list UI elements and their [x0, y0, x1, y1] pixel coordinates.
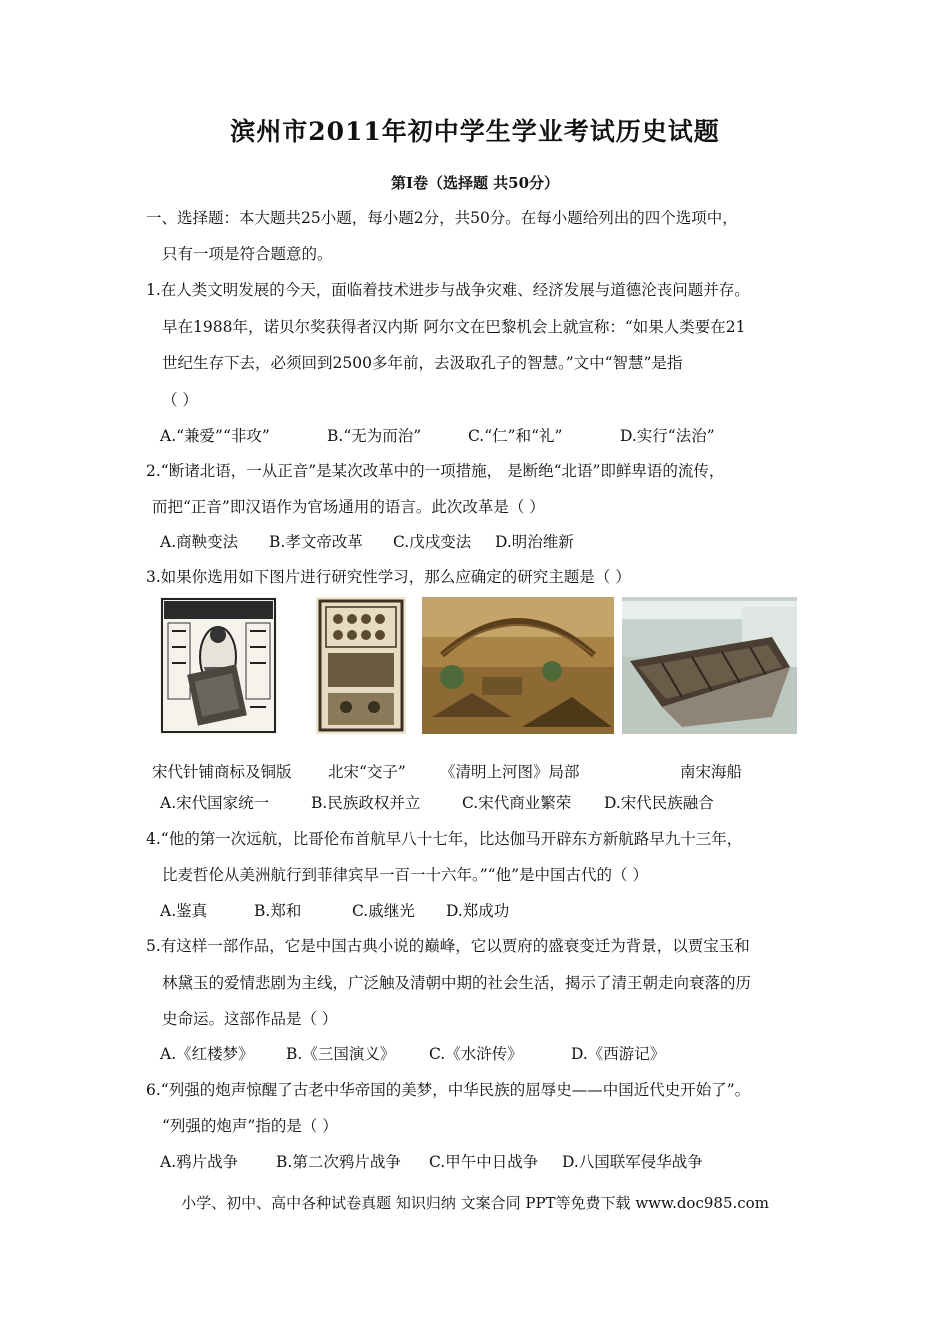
- q3-option-b: B.民族政权并立: [311, 794, 421, 812]
- q5-option-b: B.《三国演义》: [286, 1045, 396, 1063]
- q1-option-c: C.“仁”和“礼”: [468, 427, 563, 445]
- q6-stem-line-2: “列强的炮声”指的是（ ）: [162, 1117, 338, 1135]
- q5-stem-line-1: 5.有这样一部作品，它是中国古典小说的巅峰，它以贾府的盛衰变迁为背景，以贾宝玉和: [146, 937, 750, 955]
- q4-stem-line-1: 4.“他的第一次远航，比哥伦布首航早八十七年，比达伽马开辟东方新航路早九十三年，: [146, 830, 743, 848]
- q2-option-b: B.孝文帝改革: [269, 533, 363, 551]
- q4-option-d: D.郑成功: [446, 902, 510, 920]
- q6-option-b: B.第二次鸦片战争: [276, 1153, 401, 1171]
- jiaozi-paper-money-image: [316, 597, 406, 734]
- q3-caption-4: 南宋海船: [680, 763, 743, 781]
- instructions-line-2: 只有一项是符合题意的。: [162, 245, 333, 263]
- q1-option-b: B.“无为而治”: [327, 427, 422, 445]
- footer-note: 小学、初中、高中各种试卷真题 知识归纳 文案合同 PPT等免费下载 www.doc985.com: [181, 1194, 769, 1212]
- q2-option-a: A.商鞅变法: [160, 533, 239, 551]
- q3-option-a: A.宋代国家统一: [160, 794, 270, 812]
- q1-stem-line-2: 早在1988年，诺贝尔奖获得者汉内斯 阿尔文在巴黎机会上就宣称：“如果人类要在21: [162, 318, 746, 336]
- q2-option-d: D.明治维新: [495, 533, 574, 551]
- q2-stem-line-1: 2.“断诸北语，一从正音”是某次改革中的一项措施， 是断绝“北语”即鲜卑语的流传，: [146, 462, 725, 480]
- q5-stem-line-3: 史命运。这部作品是（ ）: [162, 1010, 338, 1028]
- q5-option-d: D.《西游记》: [571, 1045, 666, 1063]
- q2-stem-line-2: 而把“正音”即汉语作为官场通用的语言。此次改革是（ ）: [152, 498, 545, 516]
- q4-option-b: B.郑和: [254, 902, 302, 920]
- q6-option-d: D.八国联军侵华战争: [562, 1153, 703, 1171]
- q1-stem-line-1: 1.在人类文明发展的今天，面临着技术进步与战争灾难、经济发展与道德沦丧问题并存。: [146, 281, 750, 299]
- q3-caption-3: 《清明上河图》局部: [440, 763, 580, 781]
- q3-option-c: C.宋代商业繁荣: [462, 794, 572, 812]
- section-subtitle: 第Ⅰ卷（选择题 共50分）: [390, 174, 560, 192]
- q3-stem-line-1: 3.如果你选用如下图片进行研究性学习，那么应确定的研究主题是（ ）: [146, 568, 631, 586]
- q5-stem-line-2: 林黛玉的爱情悲剧为主线，广泛触及清朝中期的社会生活，揭示了清王朝走向衰落的历: [162, 974, 752, 992]
- q6-option-a: A.鸦片战争: [160, 1153, 239, 1171]
- q4-option-a: A.鉴真: [160, 902, 208, 920]
- needle-shop-trademark-image: [160, 597, 277, 734]
- q1-option-d: D.实行“法治”: [620, 427, 715, 445]
- q4-option-c: C.戚继光: [352, 902, 415, 920]
- q6-stem-line-1: 6.“列强的炮声惊醒了古老中华帝国的美梦，中华民族的屈辱史——中国近代史开始了”。: [146, 1081, 751, 1099]
- q1-stem-line-4: （ ）: [162, 391, 198, 409]
- q3-option-d: D.宋代民族融合: [604, 794, 714, 812]
- q1-stem-line-3: 世纪生存下去，必须回到2500多年前，去汲取孔子的智慧。”文中“智慧”是指: [162, 354, 683, 372]
- instructions-line-1: 一、选择题：本大题共25小题，每小题2分，共50分。在每小题给列出的四个选项中，: [146, 209, 738, 227]
- qingming-scroll-image: [422, 597, 614, 734]
- q3-caption-2: 北宋“交子”: [328, 763, 406, 781]
- q5-option-a: A.《红楼梦》: [160, 1045, 254, 1063]
- q6-option-c: C.甲午中日战争: [429, 1153, 539, 1171]
- song-ship-image: [622, 597, 797, 734]
- q5-option-c: C.《水浒传》: [429, 1045, 523, 1063]
- page-title: 滨州市2011年初中学生学业考试历史试题: [230, 117, 720, 146]
- q4-stem-line-2: 比麦哲伦从美洲航行到菲律宾早一百一十六年。”“他”是中国古代的（ ）: [162, 866, 648, 884]
- q3-caption-1: 宋代针铺商标及铜版: [152, 763, 292, 781]
- q2-option-c: C.戊戌变法: [393, 533, 472, 551]
- q1-option-a: A.“兼爱”“非攻”: [160, 427, 270, 445]
